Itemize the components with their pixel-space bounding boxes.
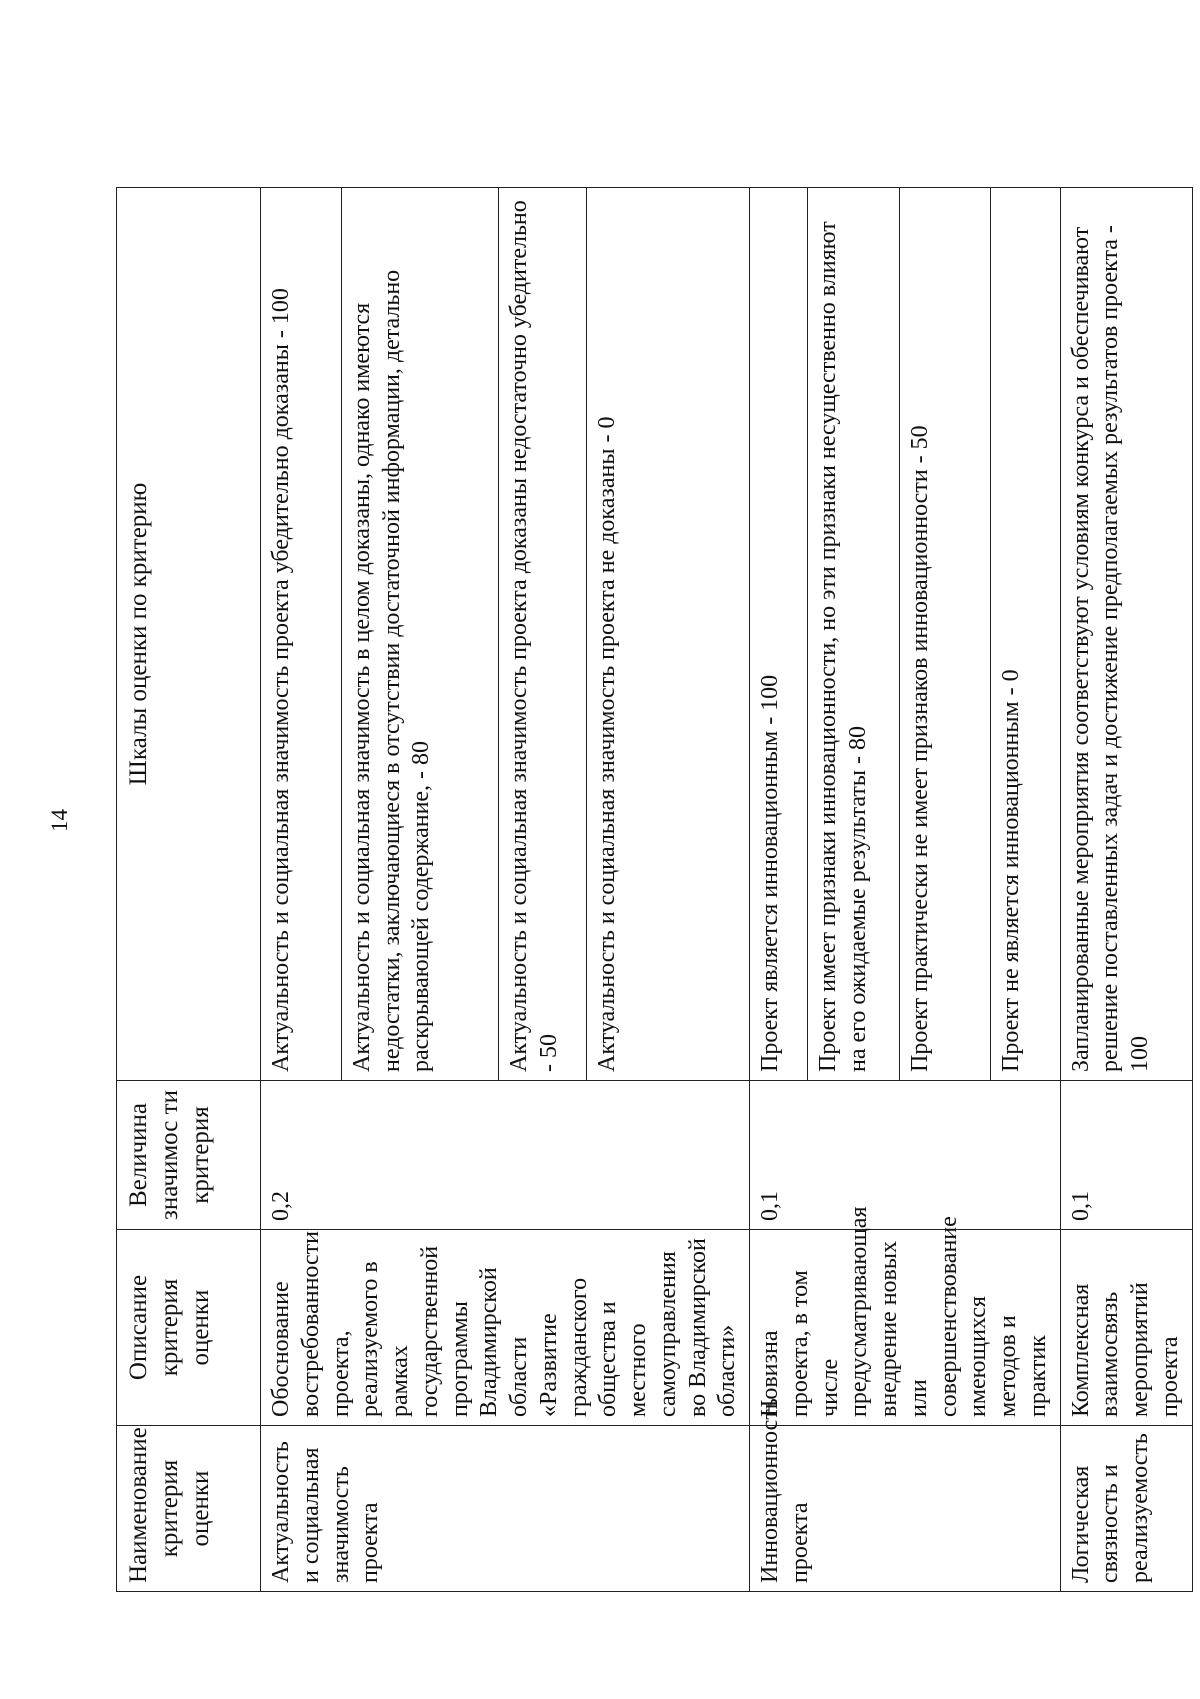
table-row [261,188,342,1592]
criteria-table [116,187,1193,1592]
scale-item: Актуальность и социальная значимость в целом доказаны, однако имеются недостатки, заключающиеся в отсутствии достаточной информации, детально раскрывающей содержание, - 80 [341,188,498,1081]
criterion-weight: 0,1 [1060,1081,1192,1230]
criterion-name: Актуальность и социальная значимость проекта [261,1426,750,1592]
criterion-name: Инновационность проекта [750,1426,1061,1592]
criterion-description: Обоснование востребованности проекта, реализуемого в рамках государственной программы Владимирской области «Развитие гражданского общества и местного самоуправления во Владимирской области» [261,1230,750,1426]
criterion-description: Комплексная взаимосвязь мероприятий проекта [1060,1230,1192,1426]
scale-item: Проект практически не имеет признаков инновационности - 50 [900,188,991,1081]
header-name: Наименование критерия оценки [117,1426,261,1592]
header-scales: Шкалы оценки по критерию [117,188,261,1081]
header-weight: Величина значимос ти критерия [117,1081,261,1230]
table-row [1060,188,1192,1592]
rotated-table-container [116,187,1183,1592]
scale-item: Проект имеет признаки инновационности, но эти признаки несущественно влияют на его ожидаемые результаты - 80 [807,188,899,1081]
scale-item: Актуальность и социальная значимость проекта не доказаны - 0 [587,188,750,1081]
criterion-weight: 0,2 [261,1081,750,1230]
scale-item: Актуальность и социальная значимость проекта убедительно доказаны - 100 [261,188,342,1081]
criterion-description: Новизна проекта, в том числе предусматривающая внедрение новых или совершенствование имеющихся методов и практик [750,1230,1061,1426]
scale-item: Проект является инновационным - 100 [750,188,808,1081]
table-row [750,188,808,1592]
scale-item: Проект не является инновационным - 0 [991,188,1060,1081]
page-number: 14 [47,809,72,832]
scale-item: Запланированные мероприятия соответствуют условиям конкурса и обеспечивают решение поставленных задач и достижение предполагаемых результатов проекта - 100 [1060,188,1192,1081]
scale-item: Актуальность и социальная значимость проекта доказаны недостаточно убедительно - 50 [498,188,587,1081]
header-row [117,188,261,1592]
criterion-name: Логическая связность и реализуемость [1060,1426,1192,1592]
header-description: Описание критерия оценки [117,1230,261,1426]
criterion-weight: 0,1 [750,1081,1061,1230]
